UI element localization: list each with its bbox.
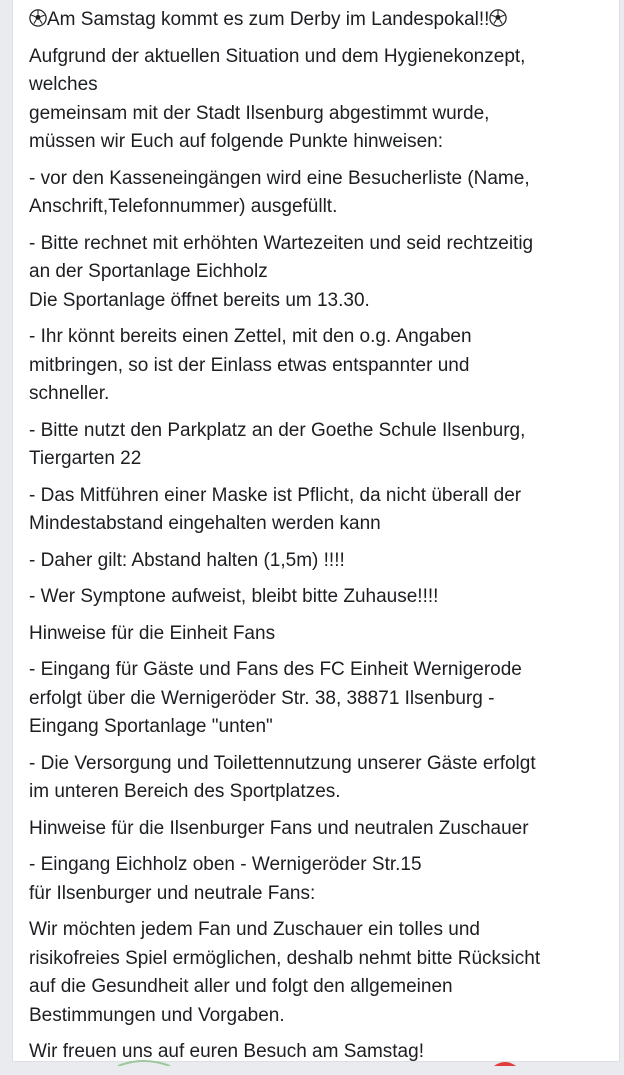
post-paragraph-guest-entrance: - Eingang für Gäste und Fans des FC Einheit Wernigerode erfolgt über die Wernigeröder Str. 38, 38871 Ilsenburg - Eingang Sportanlage "unten" — [29, 659, 522, 737]
footer-decoration-red — [490, 1058, 520, 1066]
post-paragraph-guest-catering: - Die Versorgung und Toilettennutzung unserer Gäste erfolgt im unteren Bereich des Sportplatzes. — [29, 752, 536, 802]
post-paragraph-appeal: Wir möchten jedem Fan und Zuschauer ein tolles und risikofreies Spiel ermöglichen, deshalb nehmt bitte Rücksicht auf die Gesundheit aller und folgt den allgemeinen Bestimmungen und Vorgaben. — [29, 919, 541, 1026]
post-heading-einheit-fans: Hinweise für die Einheit Fans — [29, 622, 276, 644]
soccer-ball-icon — [29, 9, 47, 27]
post-paragraph-visitor-list: - vor den Kasseneingängen wird eine Besucherliste (Name, Anschrift,Telefonnummer) ausgefüllt. — [29, 167, 530, 217]
footer-decoration-green — [114, 1058, 174, 1066]
post-paragraph-home-entrance: - Eingang Eichholz oben - Wernigeröder Str.15 für Ilsenburger und neutrale Fans: — [29, 854, 422, 904]
post-body — [29, 6, 613, 1075]
post-paragraph-closing: Wir freuen uns auf euren Besuch am Samstag! — [29, 1041, 424, 1062]
post-title — [29, 6, 613, 35]
soccer-ball-icon — [489, 9, 507, 27]
post-title-text: Am Samstag kommt es zum Derby im Landespokal!! — [47, 9, 490, 30]
post-paragraph-symptoms: - Wer Symptone aufweist, bleibt bitte Zuhause!!!! — [29, 586, 439, 607]
post-paragraph-intro: Aufgrund der aktuellen Situation und dem Hygienekonzept, welches gemeinsam mit der Stadt Ilsenburg abgestimmt wurde, müssen wir Euch auf folgende Punkte hinweisen: — [29, 45, 526, 152]
post-paragraph-note-slip: - Ihr könnt bereits einen Zettel, mit den o.g. Angaben mitbringen, so ist der Einlass etwas entspannter und schneller. — [29, 326, 472, 404]
post-heading-ilsenburg-fans: Hinweise für die Ilsenburger Fans und neutralen Zuschauer — [29, 817, 529, 839]
post-paragraph-waiting-times: - Bitte rechnet mit erhöhten Wartezeiten und seid rechtzeitig an der Sportanlage Eichholz Die Sportanlage öffnet bereits um 13.30. — [29, 232, 534, 311]
post-card — [12, 0, 620, 1062]
post-paragraph-distance: - Daher gilt: Abstand halten (1,5m) !!!! — [29, 549, 345, 571]
post-paragraph-parking: - Bitte nutzt den Parkplatz an der Goethe Schule Ilsenburg, Tiergarten 22 — [29, 419, 526, 469]
post-paragraph-mask: - Das Mitführen einer Maske ist Pflicht, da nicht überall der Mindestabstand eingehalten werden kann — [29, 484, 522, 534]
